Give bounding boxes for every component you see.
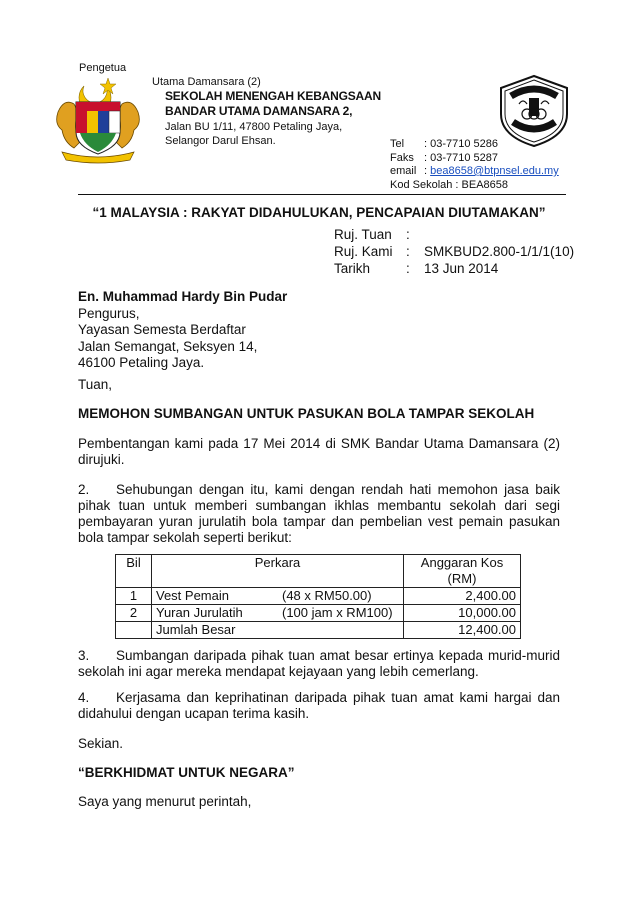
closing: Sekian.	[78, 736, 124, 751]
recipient-org: Yayasan Semesta Berdaftar	[78, 322, 246, 337]
salutation: Tuan,	[78, 377, 113, 392]
kod-sekolah: Kod Sekolah : BEA8658	[390, 178, 509, 191]
school-name-line2: BANDAR UTAMA DAMANSARA 2,	[165, 104, 353, 118]
ref-kami: Ruj. Kami : SMKBUD2.800-1/1/1(10)	[334, 244, 575, 259]
coat-of-arms-icon	[50, 72, 146, 164]
contact-email: email : bea8658@btpnsel.edu.my	[390, 165, 559, 177]
recipient-name: En. Muhammad Hardy Bin Pudar	[78, 289, 288, 304]
school-name-line1: SEKOLAH MENENGAH KEBANGSAAN	[165, 89, 381, 103]
reference-block	[334, 226, 574, 277]
header-top-label-1: Pengetua	[79, 62, 127, 74]
table-row: 1 Vest Pemain (48 x RM50.00) 2,400.00	[116, 588, 521, 605]
paragraph-4: 4. Kerjasama dan keprihatinan daripada pihak tuan amat kami hargai dan didahului dengan ucapan terima kasih.	[78, 690, 560, 721]
recipient-title: Pengurus,	[78, 305, 140, 321]
school-address-line2: Selangor Darul Ehsan.	[165, 135, 276, 147]
paragraph-3: 3. Sumbangan daripada pihak tuan amat besar ertinya kepada murid-murid sekolah ini agar mereka mendapat kejayaan yang lebih cemerlang.	[78, 648, 560, 679]
table-header-row	[116, 555, 521, 588]
paragraph-2: 2. Sehubungan dengan itu, kami dengan rendah hati memohon jasa baik pihak tuan untuk memberi sumbangan ikhlas membantu sekolah dari segi pembayaran yuran jurulatih bola tampar dan pembelian vest pemain pasukan bola tampar sekolah seperti berikut:	[78, 482, 560, 545]
subject-line: MEMOHON SUMBANGAN UNTUK PASUKAN BOLA TAMPAR SEKOLAH	[78, 406, 535, 421]
recipient-city: 46100 Petaling Jaya.	[78, 355, 205, 370]
school-address-line1: Jalan BU 1/11, 47800 Petaling Jaya,	[165, 121, 343, 133]
contact-block	[390, 138, 559, 192]
ref-tuan: Ruj. Tuan :	[334, 227, 410, 242]
contact-tel: Tel : 03-7710 5286	[390, 138, 499, 150]
table-total-row: Jumlah Besar 12,400.00	[116, 622, 521, 639]
header-divider	[78, 194, 566, 195]
cost-table	[115, 554, 521, 639]
email-link[interactable]: bea8658@btpnsel.edu.my	[430, 165, 559, 177]
table-row: 2 Yuran Jurulatih (100 jam x RM100) 10,000.00	[116, 605, 521, 622]
slogan: “1 MALAYSIA : RAKYAT DIDAHULUKAN, PENCAPAIAN DIUTAMAKAN”	[92, 205, 546, 220]
recipient-street: Jalan Semangat, Seksyen 14,	[78, 338, 258, 354]
recipient-block	[78, 289, 287, 372]
ref-tarikh: Tarikh : 13 Jun 2014	[334, 261, 499, 276]
motto: “BERKHIDMAT UNTUK NEGARA”	[78, 765, 295, 780]
school-crest-icon	[497, 74, 571, 148]
header-kos: Anggaran Kos (RM)	[404, 555, 521, 588]
paragraph-1: Pembentangan kami pada 17 Mei 2014 di SMK Bandar Utama Damansara (2) dirujuki.	[78, 436, 560, 467]
header-top-label-2: Utama Damansara (2)	[152, 76, 261, 88]
contact-fax: Faks : 03-7710 5287	[390, 151, 499, 164]
header-perkara: Perkara	[152, 555, 404, 588]
signoff: Saya yang menurut perintah,	[78, 794, 252, 809]
header-bil: Bil	[116, 555, 152, 588]
